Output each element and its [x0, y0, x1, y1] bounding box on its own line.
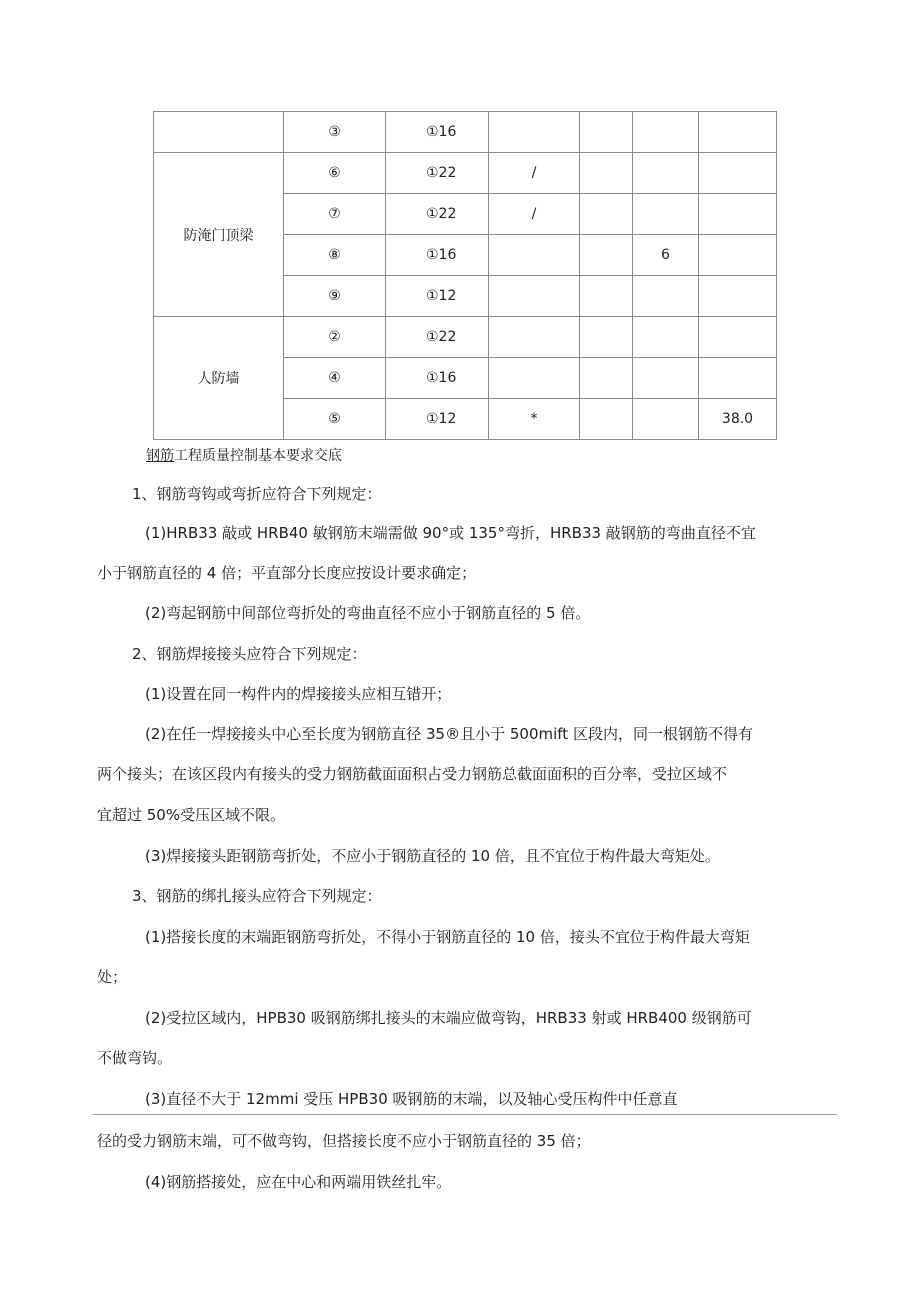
paragraph: (2)弯起钢筋中间部位弯折处的弯曲直径不应小于钢筋直径的 5 倍。	[145, 604, 591, 622]
table-cell	[633, 194, 699, 235]
table-cell	[699, 358, 777, 399]
group-cell-civil-defense-wall: 人防墙	[154, 317, 284, 440]
table-cell	[489, 317, 580, 358]
bar-mark-cell: ⑤	[284, 399, 386, 440]
heading-3: 3、钢筋的绑扎接头应符合下列规定：	[132, 887, 382, 905]
heading-1: 1、钢筋弯钩或弯折应符合下列规定：	[132, 485, 382, 503]
table-cell	[633, 153, 699, 194]
table-cell	[580, 358, 633, 399]
table-cell: /	[489, 153, 580, 194]
table-cell	[580, 112, 633, 153]
page-divider	[93, 1114, 837, 1115]
bar-diameter-cell: ①22	[386, 194, 489, 235]
paragraph: 两个接头；在该区段内有接头的受力钢筋截面面积占受力钢筋总截面面积的百分率，受拉区域不	[97, 765, 728, 783]
bar-diameter-cell: ①16	[386, 112, 489, 153]
heading-2: 2、钢筋焊接接头应符合下列规定：	[132, 645, 367, 663]
table-cell	[699, 194, 777, 235]
table-cell	[699, 276, 777, 317]
paragraph: 径的受力钢筋末端，可不做弯钩，但搭接长度不应小于钢筋直径的 35 倍；	[97, 1132, 591, 1150]
table-cell	[580, 399, 633, 440]
table-cell	[699, 317, 777, 358]
table-cell	[633, 399, 699, 440]
bar-mark-cell: ③	[284, 112, 386, 153]
table-cell	[580, 317, 633, 358]
bar-mark-cell: ⑨	[284, 276, 386, 317]
bar-diameter-cell: ①22	[386, 317, 489, 358]
paragraph: (3)直径不大于 12mmi 受压 HPB30 吸钢筋的末端，以及轴心受压构件中任意直	[145, 1090, 678, 1108]
table-cell	[489, 112, 580, 153]
bar-diameter-cell: ①12	[386, 399, 489, 440]
table-cell: *	[489, 399, 580, 440]
bar-mark-cell: ⑥	[284, 153, 386, 194]
bar-diameter-cell: ①16	[386, 358, 489, 399]
caption-rest: 工程质量控制基本要求交底	[174, 448, 342, 464]
table-cell	[580, 194, 633, 235]
paragraph: (1)HRB33 敲或 HRB40 敏钢筋末端需做 90°或 135°弯折，HRB33 敲钢筋的弯曲直径不宜	[145, 524, 756, 542]
bar-mark-cell: ②	[284, 317, 386, 358]
table-cell	[580, 276, 633, 317]
table-cell: 6	[633, 235, 699, 276]
bar-diameter-cell: ①22	[386, 153, 489, 194]
table-cell	[580, 235, 633, 276]
paragraph: (4)钢筋搭接处，应在中心和两端用铁丝扎牢。	[145, 1173, 452, 1191]
bar-mark-cell: ④	[284, 358, 386, 399]
table-row	[154, 317, 777, 358]
paragraph: (1)设置在同一构件内的焊接接头应相互错开；	[145, 685, 452, 703]
table-cell: /	[489, 194, 580, 235]
paragraph: (2)在任一焊接接头中心至长度为钢筋直径 35®且小于 500mift 区段内，同一根钢筋不得有	[145, 725, 753, 743]
caption-underlined: 钢筋	[146, 448, 174, 464]
paragraph: 小于钢筋直径的 4 倍；平直部分长度应按设计要求确定；	[97, 564, 477, 582]
paragraph: (3)焊接接头距钢筋弯折处，不应小于钢筋直径的 10 倍，且不宜位于构件最大弯矩处。	[145, 847, 720, 865]
table-row	[154, 112, 777, 153]
paragraph: 不做弯钩。	[97, 1049, 173, 1067]
table-row	[154, 153, 777, 194]
bar-mark-cell: ⑦	[284, 194, 386, 235]
group-cell-flood-gate-beam: 防淹门顶梁	[154, 153, 284, 317]
table-cell	[633, 358, 699, 399]
group-cell	[154, 112, 284, 153]
table-cell: 38.0	[699, 399, 777, 440]
table-cell	[699, 112, 777, 153]
table-cell	[699, 235, 777, 276]
table-cell	[633, 112, 699, 153]
paragraph: (1)搭接长度的末端距钢筋弯折处，不得小于钢筋直径的 10 倍，接头不宜位于构件最大弯矩	[145, 928, 750, 946]
bar-diameter-cell: ①16	[386, 235, 489, 276]
paragraph: 宜超过 50%受压区域不限。	[97, 806, 286, 824]
table-cell	[633, 317, 699, 358]
table-cell	[580, 153, 633, 194]
paragraph: 处；	[97, 968, 128, 986]
bar-diameter-cell: ①12	[386, 276, 489, 317]
rebar-table	[153, 111, 777, 440]
table-cell	[489, 276, 580, 317]
table-cell	[489, 235, 580, 276]
section-caption	[146, 446, 920, 466]
table-cell	[699, 153, 777, 194]
paragraph: (2)受拉区域内，HPB30 吸钢筋绑扎接头的末端应做弯钩，HRB33 射或 HRB400 级钢筋可	[145, 1009, 752, 1027]
table-cell	[489, 358, 580, 399]
table-cell	[633, 276, 699, 317]
bar-mark-cell: ⑧	[284, 235, 386, 276]
